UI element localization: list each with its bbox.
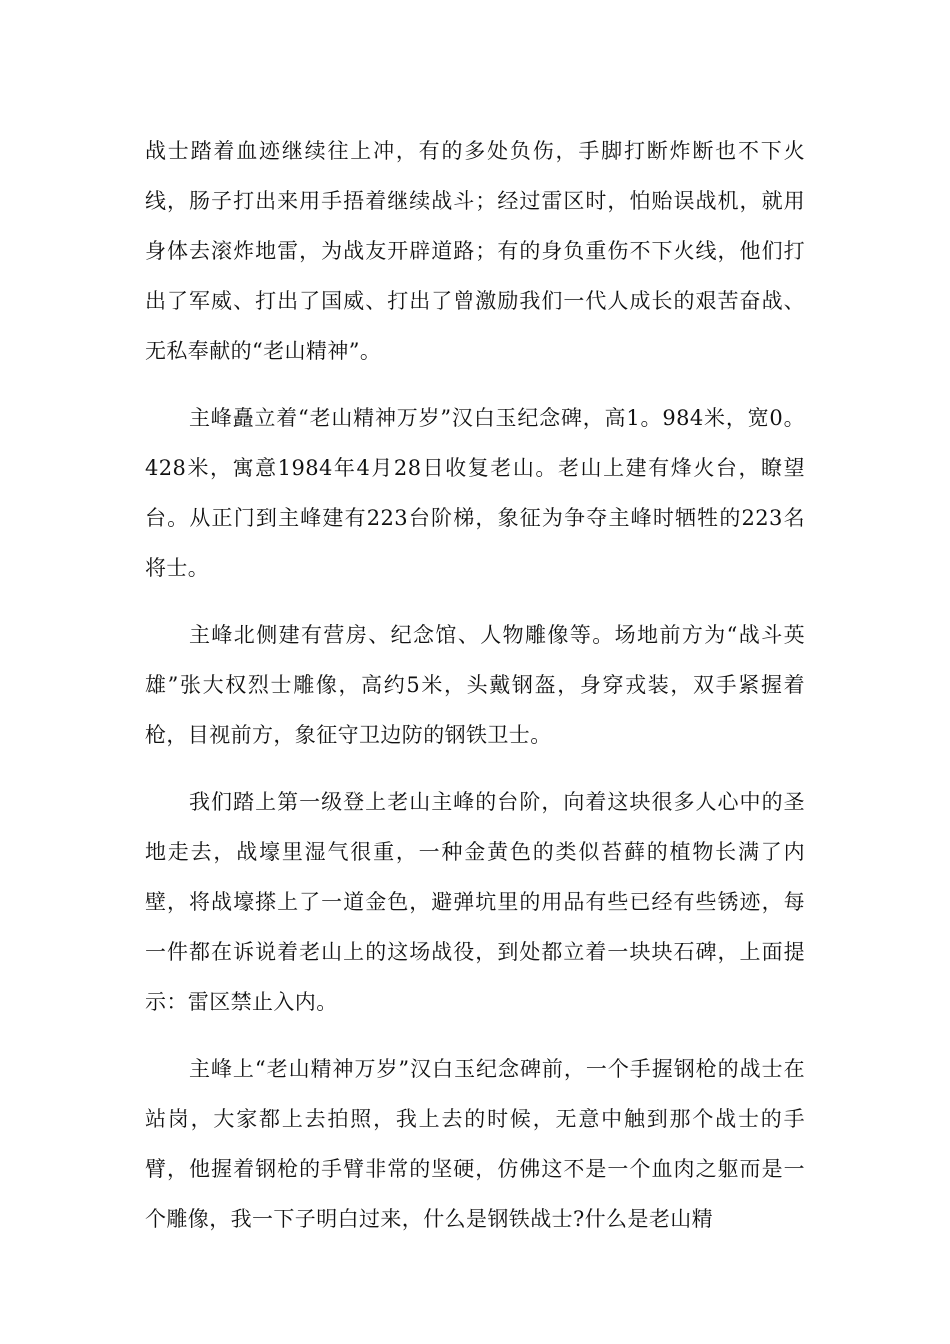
- paragraph-3: 主峰北侧建有营房、纪念馆、人物雕像等。场地前方为“战斗英雄”张大权烈士雕像，高约5米，头戴钢盔，身穿戎装，双手紧握着枪，目视前方，象征守卫边防的钢铁卫士。: [145, 623, 805, 747]
- article-body: [145, 126, 805, 1261]
- paragraph-5: 主峰上“老山精神万岁”汉白玉纪念碑前，一个手握钢枪的战士在站岗，大家都上去拍照，我上去的时候，无意中触到那个战士的手臂，他握着钢枪的手臂非常的坚硬，仿佛这不是一个血肉之躯而是一个雕像，我一下子明白过来，什么是钢铁战士?什么是老山精: [145, 1057, 805, 1231]
- paragraph-4: 我们踏上第一级登上老山主峰的台阶，向着这块很多人心中的圣地走去，战壕里湿气很重，一种金黄色的类似苔藓的植物长满了内壁，将战壕搽上了一道金色，避弹坑里的用品有些已经有些锈迹，每一件都在诉说着老山上的这场战役，到处都立着一块块石碑，上面提示：雷区禁止入内。: [145, 790, 805, 1014]
- paragraph-2: 主峰矗立着“老山精神万岁”汉白玉纪念碑，高1。984米，宽0。428米，寓意1984年4月28日收复老山。老山上建有烽火台，瞭望台。从正门到主峰建有223台阶梯，象征为争夺主峰时牺牲的223名将士。: [145, 406, 805, 580]
- paragraph-1: 战士踏着血迹继续往上冲，有的多处负伤，手脚打断炸断也不下火线，肠子打出来用手捂着继续战斗；经过雷区时，怕贻误战机，就用身体去滚炸地雷，为战友开辟道路；有的身负重伤不下火线，他们打出了军威、打出了国威、打出了曾激励我们一代人成长的艰苦奋战、无私奉献的“老山精神”。: [145, 139, 805, 363]
